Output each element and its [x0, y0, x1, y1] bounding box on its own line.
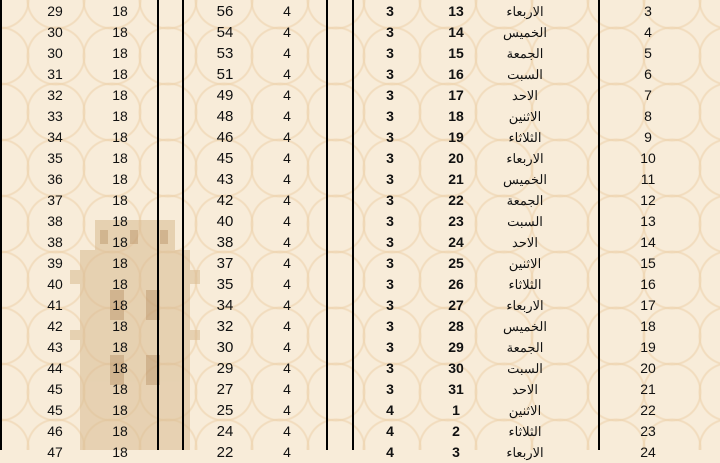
row-index: 18 [640, 318, 656, 334]
value-hour: 4 [283, 66, 291, 82]
value-minutes-2: 29 [47, 3, 63, 19]
value-hour-2: 18 [112, 192, 128, 208]
day-number: 23 [448, 213, 464, 229]
month-number: 3 [386, 213, 394, 229]
row-index: 8 [644, 108, 652, 124]
day-number: 15 [448, 45, 464, 61]
value-hour-2: 18 [112, 66, 128, 82]
value-minutes: 45 [216, 150, 234, 167]
value-hour: 4 [283, 150, 291, 166]
day-number: 30 [448, 360, 464, 376]
value-minutes-2: 46 [47, 423, 63, 439]
value-minutes: 51 [216, 66, 234, 83]
month-number: 3 [386, 108, 394, 124]
value-minutes-2: 33 [47, 108, 63, 124]
value-minutes-2: 42 [47, 318, 63, 334]
day-name: الجمعة [506, 340, 544, 355]
value-minutes: 46 [216, 129, 234, 146]
month-number: 4 [386, 444, 394, 460]
day-name: الاثنين [508, 403, 542, 418]
row-index: 19 [640, 339, 656, 355]
table-row [0, 148, 720, 169]
value-hour: 4 [283, 255, 291, 271]
value-hour: 4 [283, 171, 291, 187]
day-number: 29 [448, 339, 464, 355]
value-hour: 4 [283, 45, 291, 61]
day-name: الاحد [512, 88, 538, 103]
value-minutes: 49 [216, 87, 234, 104]
table-row [0, 253, 720, 274]
day-name: الخميس [503, 25, 547, 40]
table-row [0, 1, 720, 22]
value-minutes-2: 38 [47, 213, 63, 229]
value-minutes-2: 31 [47, 66, 63, 82]
day-number: 20 [448, 150, 464, 166]
month-number: 3 [386, 171, 394, 187]
value-minutes: 53 [216, 45, 234, 62]
day-number: 13 [448, 3, 464, 19]
value-minutes: 40 [216, 213, 234, 230]
value-hour: 4 [283, 339, 291, 355]
value-minutes: 54 [216, 24, 234, 41]
value-minutes: 32 [216, 318, 234, 335]
row-index: 16 [640, 276, 656, 292]
value-hour: 4 [283, 276, 291, 292]
value-hour-2: 18 [112, 129, 128, 145]
table-row [0, 316, 720, 337]
value-hour: 4 [283, 108, 291, 124]
value-minutes: 56 [216, 3, 234, 20]
month-number: 3 [386, 381, 394, 397]
day-name: الثلاثاء [508, 130, 542, 145]
value-hour-2: 18 [112, 3, 128, 19]
day-name: الاربعاء [506, 298, 544, 313]
day-number: 31 [448, 381, 464, 397]
month-number: 3 [386, 192, 394, 208]
value-minutes-2: 36 [47, 171, 63, 187]
value-hour: 4 [283, 213, 291, 229]
month-number: 3 [386, 3, 394, 19]
value-minutes: 25 [216, 402, 234, 419]
value-minutes: 48 [216, 108, 234, 125]
row-index: 15 [640, 255, 656, 271]
table-row [0, 190, 720, 211]
day-number: 21 [448, 171, 464, 187]
row-index: 12 [640, 192, 656, 208]
row-index: 4 [644, 24, 652, 40]
value-hour: 4 [283, 192, 291, 208]
row-index: 11 [640, 171, 656, 187]
value-minutes: 37 [216, 255, 234, 272]
table-row [0, 211, 720, 232]
value-hour-2: 18 [112, 318, 128, 334]
value-hour-2: 18 [112, 87, 128, 103]
day-name: الاحد [512, 235, 538, 250]
row-index: 10 [640, 150, 656, 166]
table-row [0, 85, 720, 106]
value-hour: 4 [283, 402, 291, 418]
table-row [0, 421, 720, 442]
value-minutes: 22 [216, 444, 234, 461]
value-hour-2: 18 [112, 24, 128, 40]
value-minutes-2: 37 [47, 192, 63, 208]
value-hour: 4 [283, 87, 291, 103]
day-number: 25 [448, 255, 464, 271]
day-number: 3 [452, 444, 460, 460]
month-number: 3 [386, 129, 394, 145]
value-minutes-2: 32 [47, 87, 63, 103]
table-row [0, 400, 720, 421]
value-minutes: 43 [216, 171, 234, 188]
row-index: 17 [640, 297, 656, 313]
day-number: 18 [448, 108, 464, 124]
table-row [0, 442, 720, 463]
value-hour: 4 [283, 423, 291, 439]
day-number: 16 [448, 66, 464, 82]
month-number: 3 [386, 255, 394, 271]
table-row [0, 295, 720, 316]
day-number: 27 [448, 297, 464, 313]
month-number: 4 [386, 402, 394, 418]
day-number: 19 [448, 129, 464, 145]
table-row [0, 358, 720, 379]
value-minutes-2: 47 [47, 444, 63, 460]
value-minutes: 27 [216, 381, 234, 398]
month-number: 4 [386, 423, 394, 439]
value-hour: 4 [283, 129, 291, 145]
value-hour: 4 [283, 24, 291, 40]
day-name: الاربعاء [506, 151, 544, 166]
day-name: الاحد [512, 382, 538, 397]
value-minutes: 35 [216, 276, 234, 293]
value-minutes-2: 30 [47, 45, 63, 61]
value-minutes-2: 45 [47, 402, 63, 418]
row-index: 24 [640, 444, 656, 460]
month-number: 3 [386, 234, 394, 250]
value-minutes-2: 40 [47, 276, 63, 292]
value-hour-2: 18 [112, 423, 128, 439]
table-row [0, 379, 720, 400]
value-minutes-2: 38 [47, 234, 63, 250]
day-name: السبت [507, 67, 543, 82]
value-minutes-2: 44 [47, 360, 63, 376]
month-number: 3 [386, 66, 394, 82]
value-hour: 4 [283, 297, 291, 313]
day-number: 2 [452, 423, 460, 439]
value-hour: 4 [283, 444, 291, 460]
table-row [0, 232, 720, 253]
month-number: 3 [386, 150, 394, 166]
value-hour-2: 18 [112, 255, 128, 271]
month-number: 3 [386, 318, 394, 334]
value-minutes: 42 [216, 192, 234, 209]
value-hour: 4 [283, 234, 291, 250]
value-hour-2: 18 [112, 171, 128, 187]
day-name: الجمعة [506, 46, 544, 61]
value-hour: 4 [283, 381, 291, 397]
row-index: 14 [640, 234, 656, 250]
row-index: 6 [644, 66, 652, 82]
day-name: الاربعاء [506, 4, 544, 19]
value-hour-2: 18 [112, 150, 128, 166]
value-minutes: 29 [216, 360, 234, 377]
value-hour-2: 18 [112, 234, 128, 250]
row-index: 20 [640, 360, 656, 376]
value-hour: 4 [283, 3, 291, 19]
row-index: 7 [644, 87, 652, 103]
value-minutes-2: 30 [47, 24, 63, 40]
day-name: الخميس [503, 319, 547, 334]
row-index: 3 [644, 3, 652, 19]
day-name: الخميس [503, 172, 547, 187]
value-hour-2: 18 [112, 45, 128, 61]
table-row [0, 64, 720, 85]
value-hour: 4 [283, 318, 291, 334]
value-minutes-2: 39 [47, 255, 63, 271]
day-name: السبت [507, 214, 543, 229]
month-number: 3 [386, 24, 394, 40]
row-index: 13 [640, 213, 656, 229]
day-name: الثلاثاء [508, 277, 542, 292]
value-hour-2: 18 [112, 402, 128, 418]
day-name: الاربعاء [506, 445, 544, 460]
table-row [0, 337, 720, 358]
value-minutes-2: 41 [47, 297, 63, 313]
table-row [0, 106, 720, 127]
value-minutes-2: 43 [47, 339, 63, 355]
day-name: الثلاثاء [508, 424, 542, 439]
value-minutes: 24 [216, 423, 234, 440]
value-hour-2: 18 [112, 381, 128, 397]
table-row [0, 127, 720, 148]
table-row [0, 274, 720, 295]
value-minutes: 34 [216, 297, 234, 314]
row-index: 22 [640, 402, 656, 418]
day-number: 17 [448, 87, 464, 103]
value-minutes-2: 34 [47, 129, 63, 145]
month-number: 3 [386, 45, 394, 61]
row-index: 23 [640, 423, 656, 439]
value-hour-2: 18 [112, 360, 128, 376]
value-hour-2: 18 [112, 339, 128, 355]
day-number: 28 [448, 318, 464, 334]
day-number: 1 [452, 402, 460, 418]
value-hour-2: 18 [112, 108, 128, 124]
month-number: 3 [386, 339, 394, 355]
value-minutes-2: 35 [47, 150, 63, 166]
table-row [0, 43, 720, 64]
value-hour-2: 18 [112, 444, 128, 460]
value-hour-2: 18 [112, 297, 128, 313]
value-hour-2: 18 [112, 276, 128, 292]
month-number: 3 [386, 297, 394, 313]
day-name: الاثنين [508, 256, 542, 271]
day-number: 22 [448, 192, 464, 208]
day-number: 24 [448, 234, 464, 250]
table-row [0, 22, 720, 43]
day-name: الاثنين [508, 109, 542, 124]
day-name: الجمعة [506, 193, 544, 208]
row-index: 21 [640, 381, 656, 397]
day-number: 14 [448, 24, 464, 40]
value-minutes: 38 [216, 234, 234, 251]
value-hour: 4 [283, 360, 291, 376]
value-hour-2: 18 [112, 213, 128, 229]
table-row [0, 169, 720, 190]
value-minutes-2: 45 [47, 381, 63, 397]
month-number: 3 [386, 276, 394, 292]
value-minutes: 30 [216, 339, 234, 356]
day-number: 26 [448, 276, 464, 292]
row-index: 5 [644, 45, 652, 61]
day-name: السبت [507, 361, 543, 376]
month-number: 3 [386, 360, 394, 376]
month-number: 3 [386, 87, 394, 103]
row-index: 9 [644, 129, 652, 145]
